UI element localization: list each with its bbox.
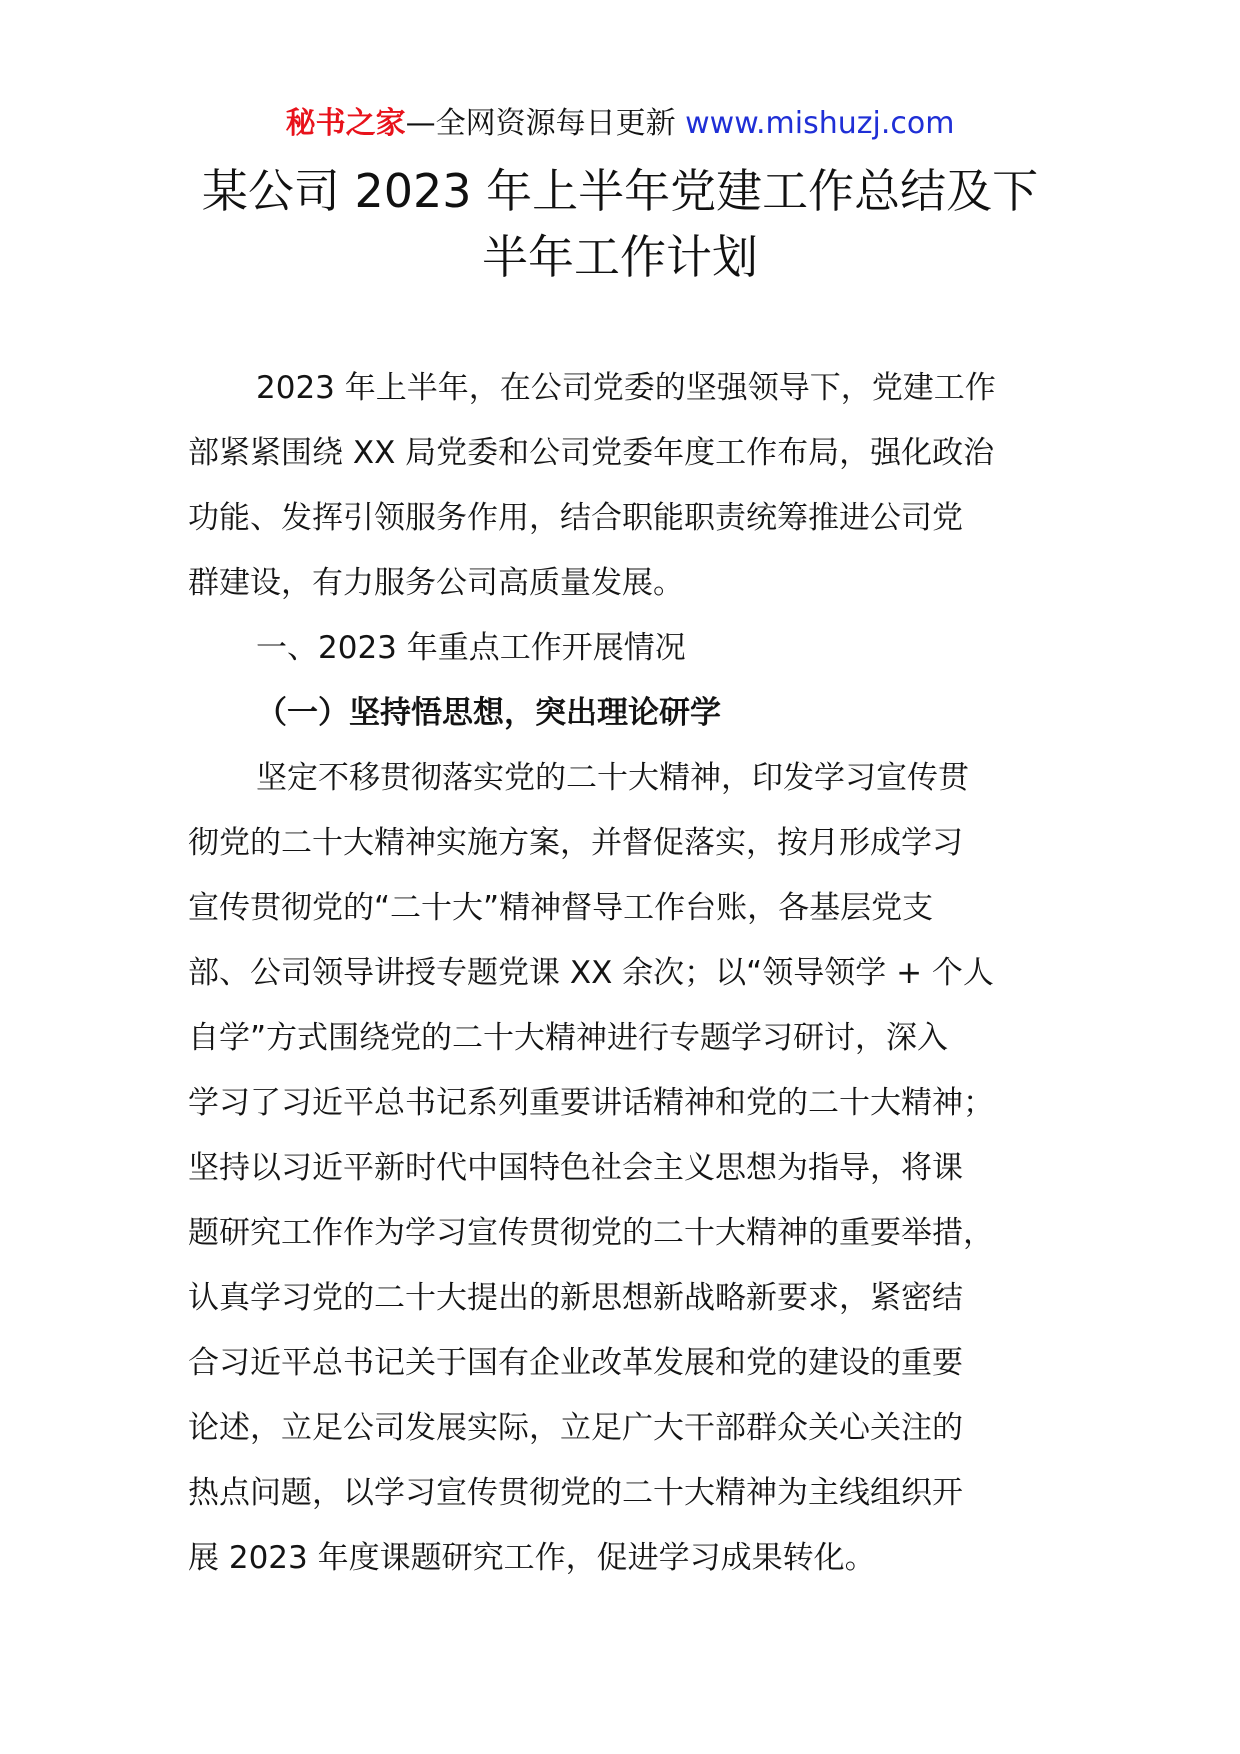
paragraph-2-line: 题研究工作作为学习宣传贯彻党的二十大精神的重要举措，: [188, 1215, 994, 1251]
paragraph-2-line: 展 2023 年度课题研究工作，促进学习成果转化。: [188, 1540, 876, 1576]
paragraph-2-line: 宣传贯彻党的“二十大”精神督导工作台账，各基层党支: [188, 890, 934, 926]
paragraph-2-line: 彻党的二十大精神实施方案，并督促落实，按月形成学习: [188, 825, 963, 861]
paragraph-1-line: 群建设，有力服务公司高质量发展。: [188, 565, 684, 601]
paragraph-2-line: 坚定不移贯彻落实党的二十大精神，印发学习宣传贯: [256, 760, 969, 796]
section-heading-1: 一、2023 年重点工作开展情况: [256, 630, 686, 666]
brand-name: 秘书之家: [285, 106, 406, 141]
paragraph-2-line: 认真学习党的二十大提出的新思想新战略新要求，紧密结: [188, 1280, 963, 1316]
paragraph-2-line: 热点问题，以学习宣传贯彻党的二十大精神为主线组织开: [188, 1475, 963, 1511]
paragraph-1-line: 功能、发挥引领服务作用，结合职能职责统筹推进公司党: [188, 500, 963, 536]
paragraph-1-line: 部紧紧围绕 XX 局党委和公司党委年度工作布局，强化政治: [188, 435, 995, 471]
title-line-2: 半年工作计划: [482, 230, 758, 284]
site-header: [0, 100, 1240, 148]
paragraph-2-line: 部、公司领导讲授专题党课 XX 余次；以“领导领学 + 个人: [188, 955, 994, 991]
subsection-heading-1: （一）坚持悟思想，突出理论研学: [256, 695, 721, 731]
document-body: [188, 356, 1058, 1591]
document-title: [180, 158, 1060, 290]
paragraph-2-line: 学习了习近平总书记系列重要讲话精神和党的二十大精神；: [188, 1085, 994, 1121]
title-line-1: 某公司 2023 年上半年党建工作总结及下: [201, 164, 1039, 218]
paragraph-2-line: 自学”方式围绕党的二十大精神进行专题学习研讨，深入: [188, 1020, 949, 1056]
paragraph-2-line: 论述，立足公司发展实际，立足广大干部群众关心关注的: [188, 1410, 963, 1446]
header-tagline: —全网资源每日更新: [405, 106, 676, 141]
site-url-link[interactable]: www.mishuzj.com: [685, 106, 955, 141]
paragraph-2-line: 坚持以习近平新时代中国特色社会主义思想为指导，将课: [188, 1150, 963, 1186]
paragraph-1-line: 2023 年上半年，在公司党委的坚强领导下，党建工作: [256, 370, 996, 406]
paragraph-2-line: 合习近平总书记关于国有企业改革发展和党的建设的重要: [188, 1345, 963, 1381]
